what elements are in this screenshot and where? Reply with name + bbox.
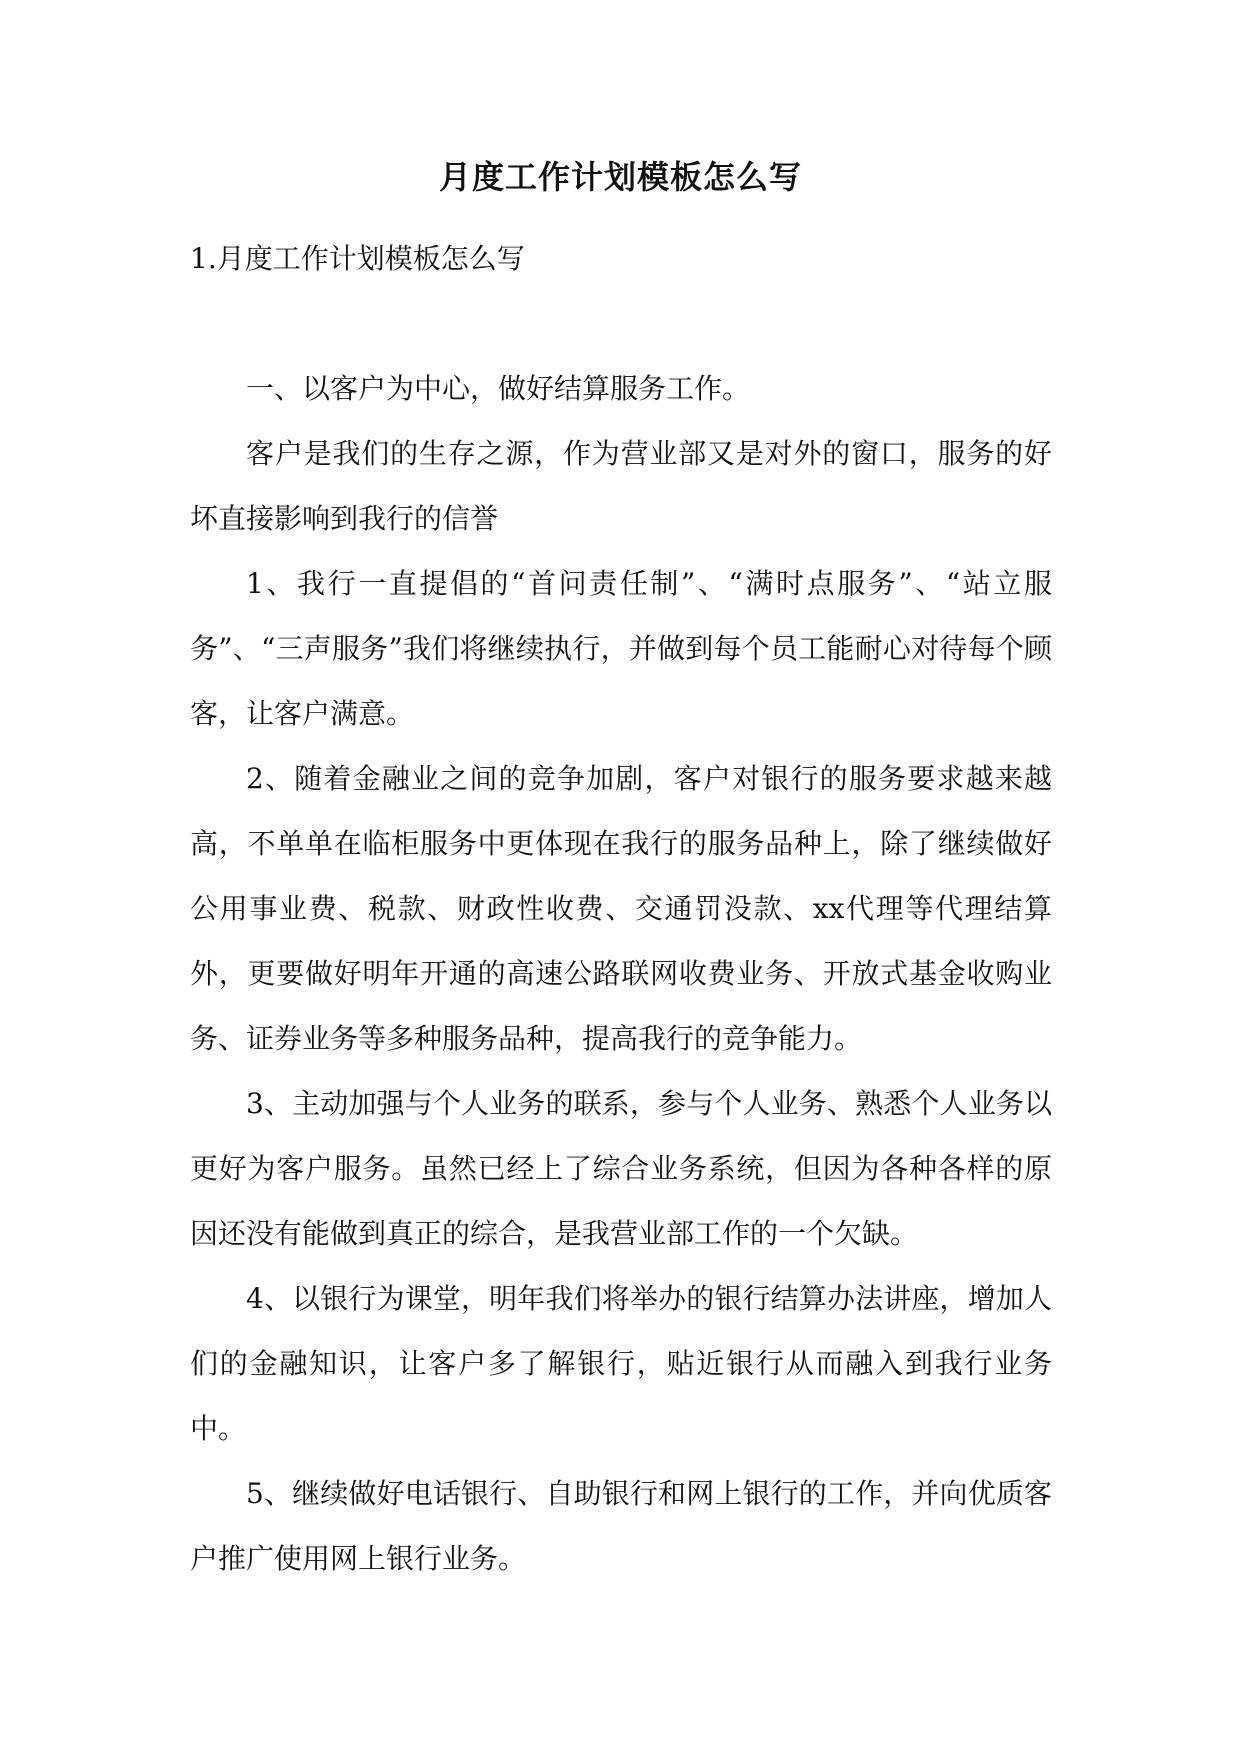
paragraph-item-2: 2、随着金融业之间的竞争加剧，客户对银行的服务要求越来越高，不单单在临柜服务中更体现在我行的服务品种上，除了继续做好公用事业费、税款、财政性收费、交通罚没款、xx代理等代理结算外，更要做好明年开通的高速公路联网收费业务、开放式基金收购业务、证券业务等多种服务品种，提高我行的竞争能力。 — [190, 762, 1052, 1055]
section-subheading: 1.月度工作计划模板怎么写 — [190, 242, 525, 275]
document-title: 月度工作计划模板怎么写 — [438, 158, 802, 196]
paragraph-section-heading: 一、以客户为中心，做好结算服务工作。 — [246, 372, 751, 405]
paragraph-item-1: 1、我行一直提倡的“首问责任制”、“满时点服务”、“站立服务”、“三声服务”我们将继续执行，并做到每个员工能耐心对待每个顾客，让客户满意。 — [190, 567, 1052, 730]
paragraph-intro: 客户是我们的生存之源，作为营业部又是对外的窗口，服务的好坏直接影响到我行的信誉 — [190, 437, 1052, 535]
paragraph-item-5: 5、继续做好电话银行、自助银行和网上银行的工作，并向优质客户推广使用网上银行业务。 — [190, 1477, 1052, 1575]
document-body — [190, 226, 1052, 1591]
paragraph-item-3: 3、主动加强与个人业务的联系，参与个人业务、熟悉个人业务以更好为客户服务。虽然已经上了综合业务系统，但因为各种各样的原因还没有能做到真正的综合，是我营业部工作的一个欠缺。 — [190, 1087, 1052, 1250]
paragraph-item-4: 4、以银行为课堂，明年我们将举办的银行结算办法讲座，增加人们的金融知识，让客户多了解银行，贴近银行从而融入到我行业务中。 — [190, 1282, 1052, 1445]
